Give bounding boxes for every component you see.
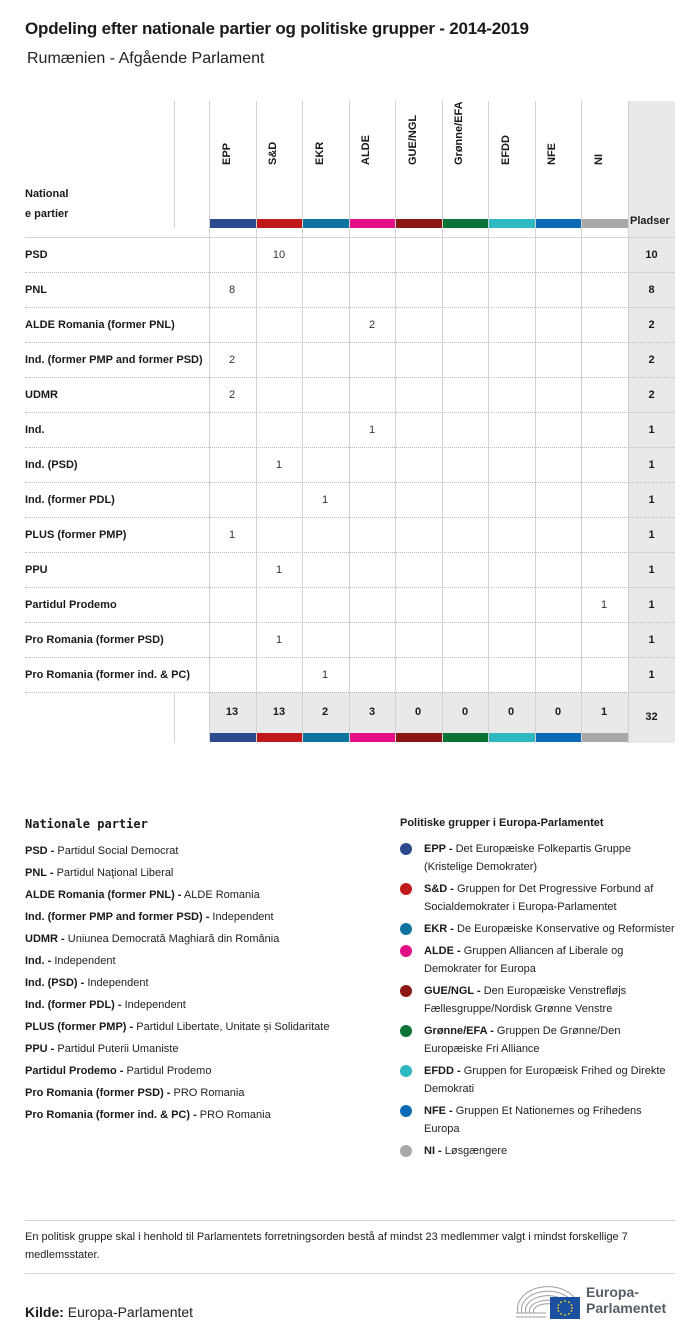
row-total-cell: 1 [648,634,655,646]
party-abbreviation: PLUS (former PMP) - [25,1021,134,1033]
group-header-label: NI [592,154,605,165]
group-header-label: EKR [313,141,326,165]
group-total-cell: 1 [600,706,608,718]
national-parties-legend [25,840,385,1126]
party-name: PPU [25,564,48,576]
group-full-name: Gruppen Et Nationernes og Frihedens Europa [424,1105,642,1135]
logo-line2: Parlamentet [586,1300,667,1316]
group-column-header [581,101,628,228]
group-abbreviation: Grønne/EFA - [424,1025,494,1037]
party-name: PNL [25,284,47,296]
party-full-name: Independent [209,911,274,923]
page-title: Opdeling efter nationale partier og politiske grupper - 2014-2019 [25,19,529,38]
source-label: Kilde: [25,1304,64,1320]
party-full-name: ALDE Romania [181,889,260,901]
column-divider [174,101,175,228]
table-row [25,342,675,377]
group-total-cell: 0 [414,706,422,718]
seat-count-cell: 2 [228,354,236,366]
party-abbreviation: UDMR - [25,933,65,945]
seat-count-cell: 2 [228,389,236,401]
row-total-cell: 1 [648,529,655,541]
group-total-cell: 13 [225,706,239,718]
national-party-legend-item [25,950,385,972]
group-total-cell: 0 [461,706,469,718]
political-groups-title: Politiske grupper i Europa-Parlamentet [400,817,604,829]
seat-distribution-table [25,101,675,743]
group-color-dot-icon [400,883,412,895]
party-abbreviation: Ind. - [25,955,52,967]
political-group-legend-item [400,840,680,876]
logo-line1: Europa- [586,1284,639,1300]
table-row [25,552,675,587]
party-full-name: Independent [121,999,186,1011]
political-groups-legend [400,840,680,1164]
group-color-dot-icon [400,843,412,855]
group-color-dot-icon [400,1105,412,1117]
party-abbreviation: PPU - [25,1043,55,1055]
political-group-legend-item [400,880,680,916]
group-color-bar [350,219,395,228]
row-total-cell: 1 [648,564,655,576]
party-name: Pro Romania (former ind. & PC) [25,669,191,681]
national-party-legend-item [25,994,385,1016]
political-group-legend-item [400,920,680,938]
row-total-cell: 2 [648,354,655,366]
group-total-cell: 0 [507,706,515,718]
group-header-label: EFDD [499,135,512,165]
political-group-legend-item [400,942,680,978]
group-abbreviation: EFDD - [424,1065,461,1077]
national-party-legend-item [25,928,385,950]
national-party-legend-item [25,840,385,862]
party-abbreviation: Ind. (former PMP and former PSD) - [25,911,210,923]
group-color-bar [582,219,628,228]
national-party-legend-item [25,1104,385,1126]
political-group-legend-item [400,1022,680,1058]
group-abbreviation: S&D - [424,883,454,895]
group-column-header [395,101,442,228]
group-color-dot-icon [400,985,412,997]
party-full-name: Independent [84,977,149,989]
group-abbreviation: NFE - [424,1105,453,1117]
group-color-bar [443,219,488,228]
footnote: En politisk gruppe skal i henhold til Parlamentets forretningsorden bestå af mindst 23 medlemmer valgt i mindst forskellige 7 medlemsstater. [25,1231,628,1261]
group-color-bar [582,733,628,742]
table-row [25,412,675,447]
table-row [25,517,675,552]
table-row [25,587,675,622]
group-total-cell: 2 [321,706,329,718]
hemicycle-eu-flag-icon [514,1283,584,1323]
party-abbreviation: PSD - [25,845,55,857]
national-party-legend-item [25,1082,385,1104]
row-total-cell: 8 [648,284,655,296]
grand-total-cell: 32 [645,711,658,723]
divider [25,1220,675,1221]
divider [25,1273,675,1274]
column-divider [174,692,175,743]
party-abbreviation: Ind. (PSD) - [25,977,85,989]
group-color-bar [443,733,488,742]
group-abbreviation: NI - [424,1145,442,1157]
table-row [25,272,675,307]
party-full-name: Partidul Naţional Liberal [53,867,174,879]
group-column-header [442,101,488,228]
political-group-legend-item [400,1102,680,1138]
table-row [25,237,675,272]
table-row [25,657,675,692]
group-color-dot-icon [400,1025,412,1037]
group-color-bar [489,219,535,228]
table-row [25,377,675,412]
group-color-bar [489,733,535,742]
group-total-cell: 13 [272,706,286,718]
group-column-header [256,101,302,228]
group-color-bar [396,219,442,228]
national-party-legend-item [25,862,385,884]
party-name: Ind. (former PMP and former PSD) [25,354,203,366]
group-header-label: S&D [267,141,279,165]
group-color-dot-icon [400,1145,412,1157]
national-party-legend-item [25,1016,385,1038]
seat-count-cell: 1 [228,529,236,541]
national-party-legend-item [25,1038,385,1060]
party-full-name: Partidul Puterii Umaniste [54,1043,179,1055]
party-full-name: Partidul Social Democrat [54,845,179,857]
group-color-bar [536,219,581,228]
party-name: ALDE Romania (former PNL) [25,319,175,331]
europarl-logo [514,1283,684,1323]
group-color-bar [350,733,395,742]
party-full-name: Partidul Prodemo [123,1065,212,1077]
group-header-label: EPP [220,142,233,165]
row-total-cell: 1 [648,599,655,611]
group-column-header [535,101,581,228]
seat-count-cell: 1 [275,634,283,646]
political-group-legend-item [400,982,680,1018]
seat-count-cell: 1 [275,564,283,576]
group-color-bar [210,219,256,228]
group-header-label: ALDE [360,135,372,165]
group-abbreviation: GUE/NGL - [424,985,481,997]
group-full-name: Gruppen for Europæisk Frihed og Direkte Demokrati [424,1065,666,1095]
group-full-name: De Europæiske Konservative og Reformister [453,923,675,935]
group-full-name: Det Europæiske Folkepartis Gruppe (Kristelige Demokrater) [424,843,632,873]
group-color-bar [257,733,302,742]
party-name: Ind. [25,424,45,436]
group-full-name: Gruppen De Grønne/Den Europæiske Fri Alliance [424,1025,621,1055]
group-full-name: Løsgængere [441,1145,508,1157]
group-color-bar [303,219,349,228]
party-name: PLUS (former PMP) [25,529,127,541]
national-party-legend-item [25,1060,385,1082]
party-abbreviation: PNL - [25,867,54,879]
logo-text [586,1284,666,1316]
row-total-cell: 1 [648,494,655,506]
row-total-cell: 2 [648,319,655,331]
group-color-dot-icon [400,923,412,935]
group-column-header [349,101,395,228]
row-total-cell: 1 [648,459,655,471]
seat-count-cell: 2 [368,319,376,331]
group-header-label: GUE/NGL [406,114,419,165]
group-abbreviation: EPP - [424,843,453,855]
party-name: Ind. (PSD) [25,459,78,471]
party-full-name: Partidul Libertate, Unitate și Solidaritate [133,1021,330,1033]
source-value: Europa-Parlamentet [67,1304,194,1320]
row-total-cell: 10 [645,249,658,261]
group-header-label: NFE [546,143,558,165]
group-color-dot-icon [400,1065,412,1077]
national-party-legend-item [25,972,385,994]
seat-count-cell: 10 [272,249,286,261]
table-row [25,447,675,482]
party-full-name: Uniunea Democrată Maghiară din România [64,933,280,945]
group-column-header [488,101,535,228]
group-header-label: Grønne/EFA [453,101,465,165]
table-row [25,307,675,342]
table-row [25,482,675,517]
national-parties-title: Nationale partier [25,817,148,831]
seat-count-cell: 8 [228,284,236,296]
national-party-legend-item [25,906,385,928]
group-abbreviation: ALDE - [424,945,461,957]
seat-count-cell: 1 [275,459,283,471]
source-line [25,1304,193,1320]
total-column-header: Pladser [630,215,670,227]
row-header-line2: e partier [25,208,69,220]
row-total-cell: 1 [648,669,655,681]
party-full-name: Independent [51,955,116,967]
party-full-name: PRO Romania [196,1109,271,1121]
group-color-bar [303,733,349,742]
group-total-cell: 3 [368,706,376,718]
party-abbreviation: Pro Romania (former ind. & PC) - [25,1109,197,1121]
group-color-bar [536,733,581,742]
political-group-legend-item [400,1142,680,1160]
group-full-name: Den Europæiske Venstrefløjs Fællesgruppe/Nordisk Grønne Venstre [424,985,627,1015]
party-name: Partidul Prodemo [25,599,117,611]
group-full-name: Gruppen for Det Progressive Forbund af Socialdemokrater i Europa-Parlamentet [424,883,654,913]
party-full-name: PRO Romania [170,1087,245,1099]
group-color-bar [257,219,302,228]
seat-count-cell: 1 [321,669,329,681]
group-color-bar [396,733,442,742]
page-subtitle: Rumænien - Afgående Parlament [27,50,265,67]
seat-count-cell: 1 [600,599,608,611]
seat-count-cell: 1 [368,424,376,436]
group-total-cell: 0 [554,706,562,718]
national-party-legend-item [25,884,385,906]
group-column-header [302,101,349,228]
party-name: Ind. (former PDL) [25,494,115,506]
group-full-name: Gruppen Alliancen af Liberale og Demokrater for Europa [424,945,624,975]
party-abbreviation: Partidul Prodemo - [25,1065,124,1077]
seat-count-cell: 1 [321,494,329,506]
party-name: Pro Romania (former PSD) [25,634,164,646]
group-column-header [209,101,256,228]
group-color-bar [210,733,256,742]
table-row [25,622,675,657]
group-abbreviation: EKR - [424,923,454,935]
party-abbreviation: Ind. (former PDL) - [25,999,122,1011]
group-color-dot-icon [400,945,412,957]
party-abbreviation: Pro Romania (former PSD) - [25,1087,171,1099]
row-header-line1: National [25,188,69,200]
party-name: PSD [25,249,48,261]
row-total-cell: 2 [648,389,655,401]
party-name: UDMR [25,389,58,401]
row-total-cell: 1 [648,424,655,436]
political-group-legend-item [400,1062,680,1098]
party-abbreviation: ALDE Romania (former PNL) - [25,889,182,901]
